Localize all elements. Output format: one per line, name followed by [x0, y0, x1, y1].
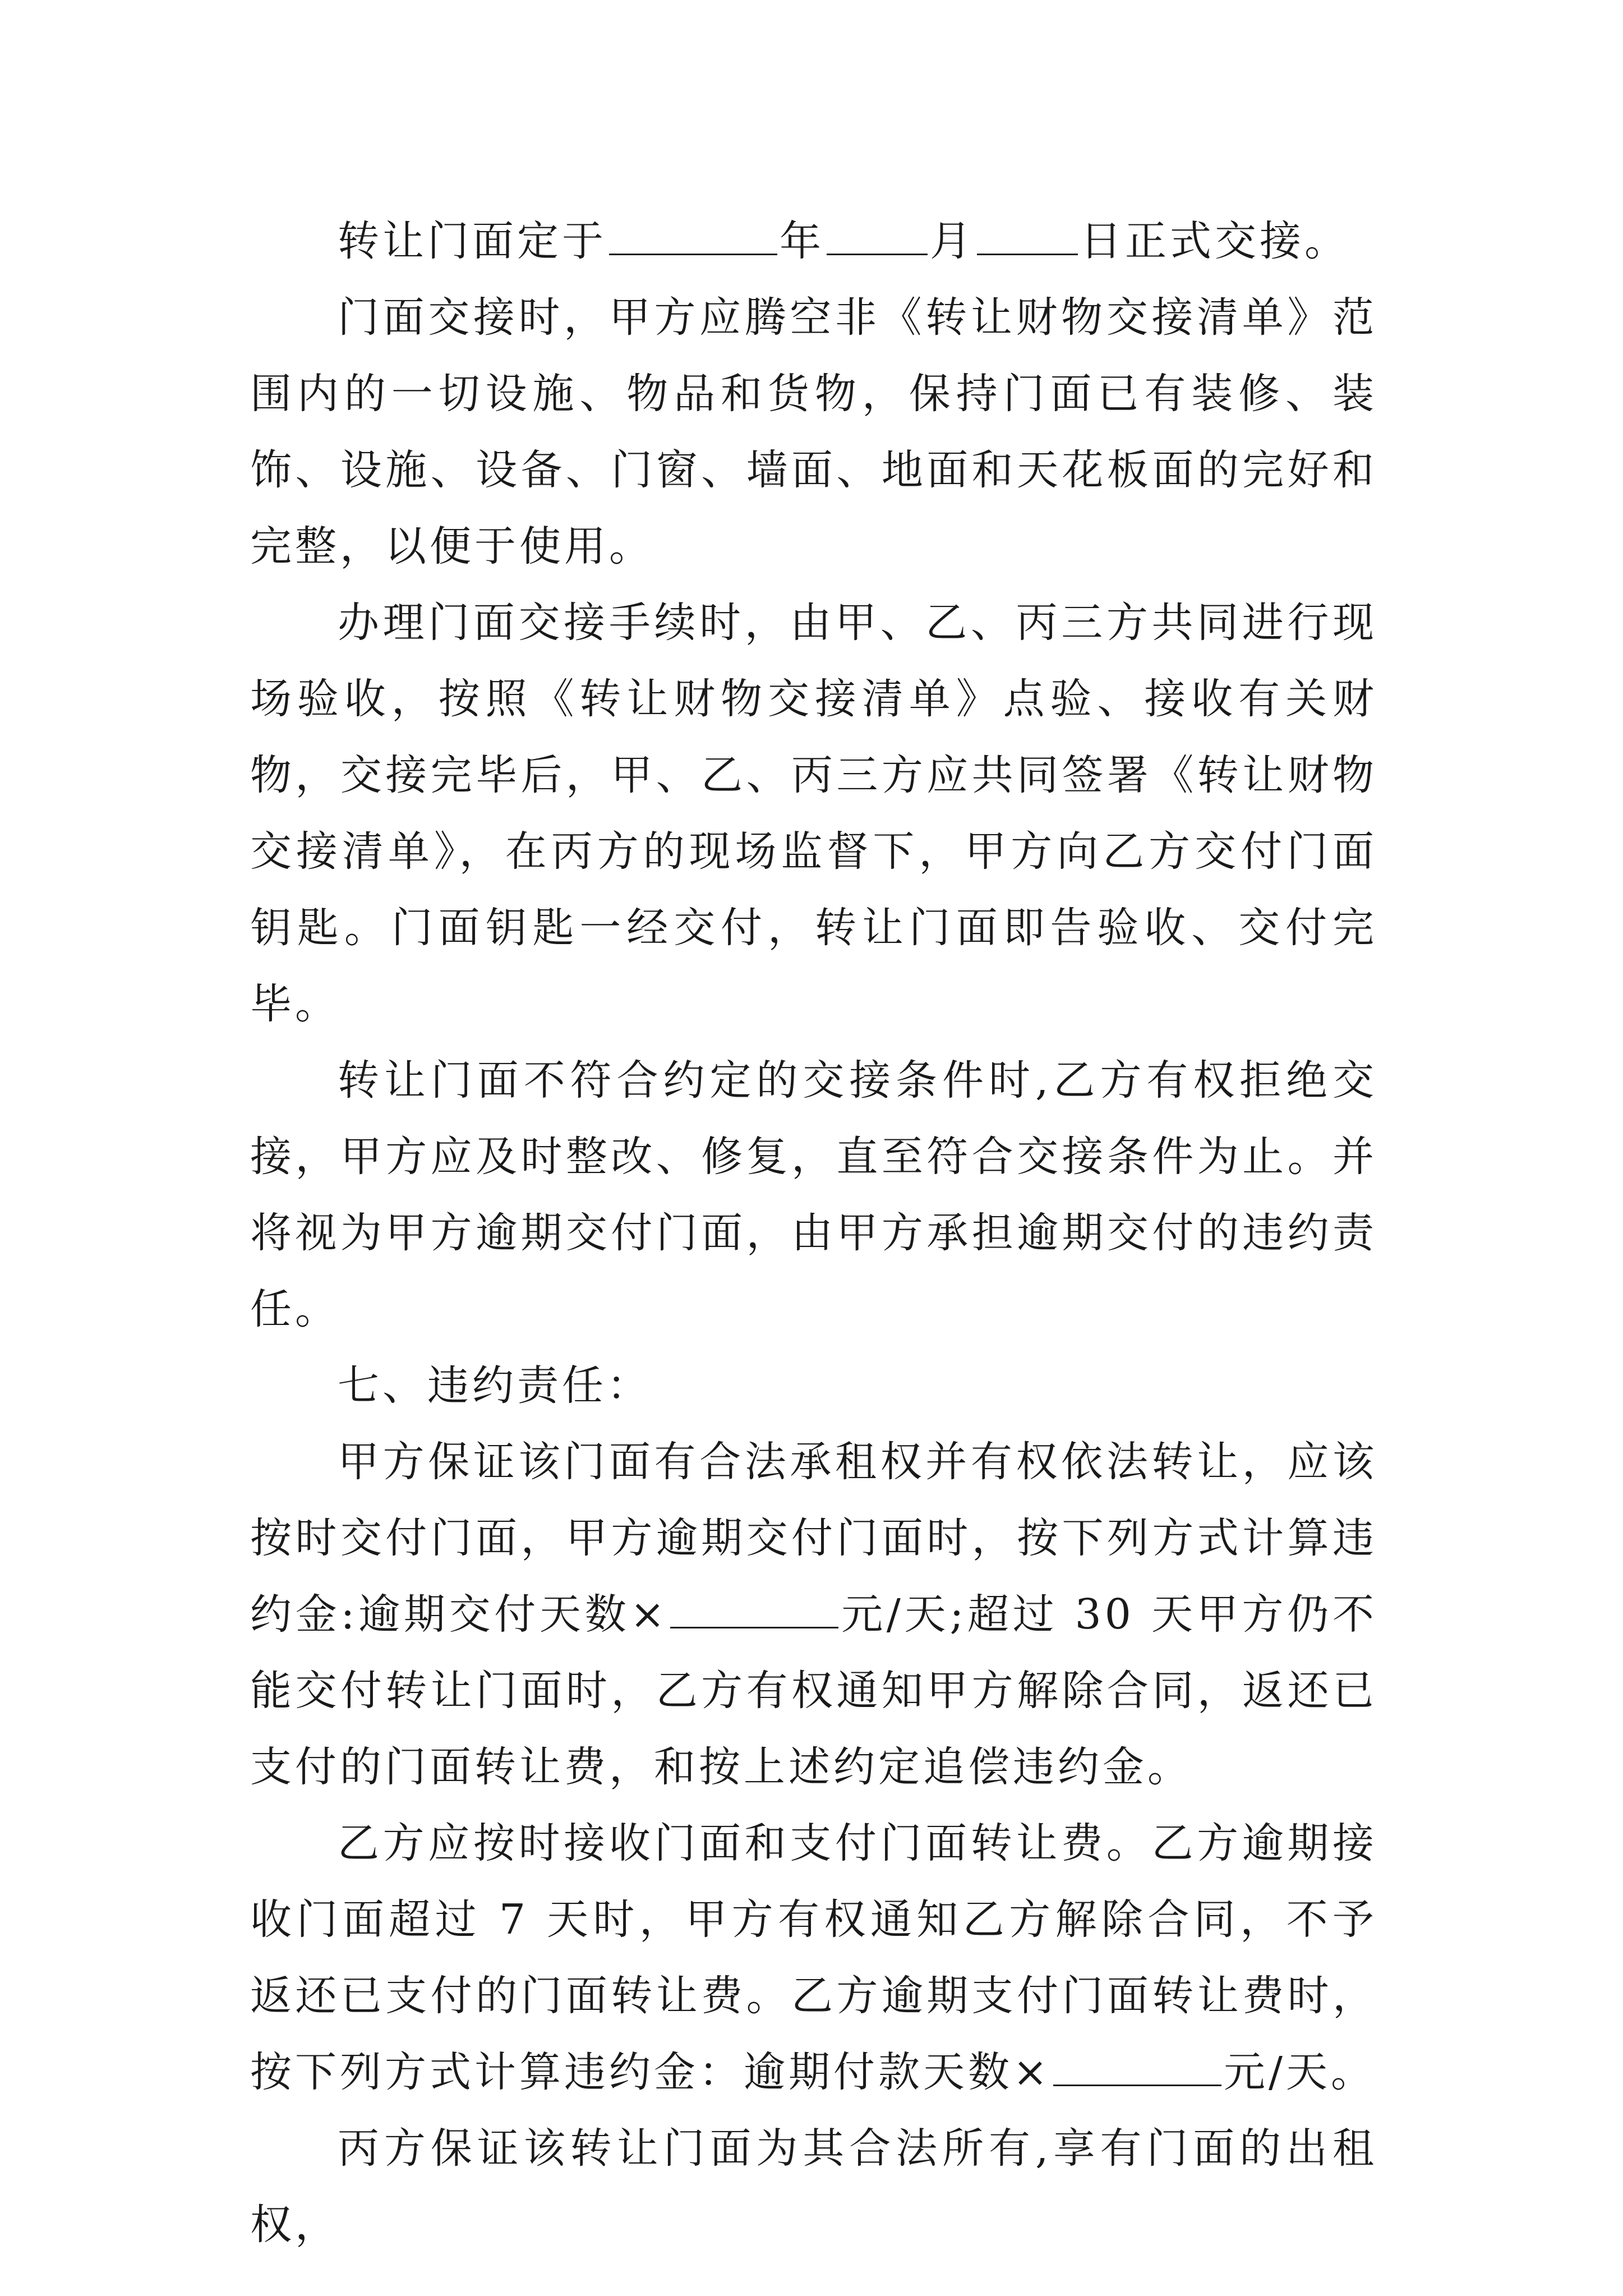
handover-date-paragraph [250, 203, 1377, 279]
daily-penalty-blank-b [1053, 2047, 1221, 2086]
party-c-guarantee-paragraph: 丙方保证该转让门面为其合法所有,享有门面的出租权， [250, 2124, 1377, 2249]
year-blank [609, 217, 777, 255]
handover-conditions-paragraph: 门面交接时，甲方应腾空非《转让财物交接清单》范围内的一切设施、物品和货物，保持门面已有装修、装饰、设施、设备、门窗、墙面、地面和天花板面的完好和完整，以便于使用。 [250, 293, 1377, 570]
handover-procedure-paragraph: 办理门面交接手续时，由甲、乙、丙三方共同进行现场验收，按照《转让财物交接清单》点验、接收有关财物，交接完毕后，甲、乙、丙三方应共同签署《转让财物交接清单》，在丙方的现场监督下，甲方向乙方交付门面钥匙。门面钥匙一经交付，转让门面即告验收、交付完毕。 [250, 599, 1377, 1028]
party-a-liability-text: 甲方保证该门面有合法承租权并有权依法转让，应该按时交付门面，甲方逾期交付门面时，按下列方式计算违约金:逾期交付天数× [250, 1438, 1377, 1639]
nonconforming-handover-paragraph: 转让门面不符合约定的交接条件时,乙方有权拒绝交接，甲方应及时整改、修复，直至符合交接条件为止。并将视为甲方逾期交付门面，由甲方承担逾期交付的违约责任。 [250, 1056, 1377, 1333]
party-a-liability-paragraph [250, 1424, 1377, 1805]
handover-date-prefix: 转让门面定于 [338, 217, 607, 265]
month-blank [827, 217, 928, 255]
day-blank [977, 217, 1078, 255]
document-page [250, 203, 1377, 2263]
section-heading-liability: 七、违约责任： [338, 1361, 652, 1410]
party-b-liability-text: 乙方应按时接收门面和支付门面转让费。乙方逾期接收门面超过 7 天时，甲方有权通知乙方解除合同，不予返还已支付的门面转让费。乙方逾期支付门面转让费时，按下列方式计算违约金：逾期付款天数× [250, 1819, 1377, 2096]
party-b-liability-text-cont: 元/天。 [1224, 2048, 1376, 2096]
month-label: 月 [930, 217, 975, 265]
day-label: 日正式交接。 [1080, 217, 1349, 265]
party-b-liability-paragraph [250, 1805, 1377, 2110]
year-label: 年 [780, 217, 824, 265]
party-a-liability-text-cont: 元/天;超过 30 天甲方仍不能交付转让门面时，乙方有权通知甲方解除合同，返还已支付的门面转让费，和按上述约定追偿违约金。 [250, 1590, 1377, 1791]
daily-penalty-blank-a [670, 1590, 838, 1628]
